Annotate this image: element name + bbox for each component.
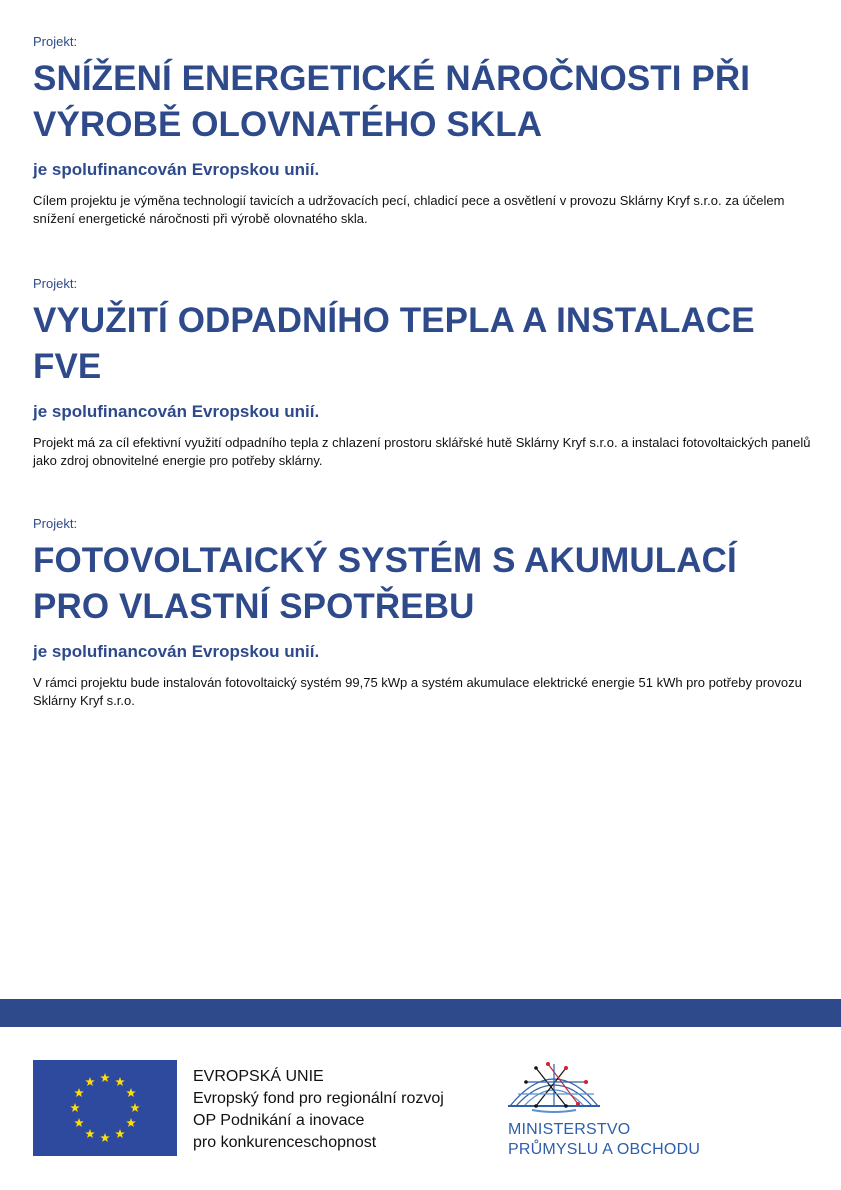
ministry-globe-icon bbox=[506, 1060, 602, 1116]
eu-line: pro konkurenceschopnost bbox=[193, 1134, 377, 1151]
eu-star bbox=[74, 1088, 84, 1097]
eu-star bbox=[85, 1129, 95, 1138]
project-title: VYUŽITÍ ODPADNÍHO TEPLA A INSTALACE FVE bbox=[33, 301, 755, 386]
project-subtitle: je spolufinancován Evropskou unií. bbox=[33, 642, 320, 661]
project-section-1 bbox=[33, 34, 813, 228]
footer-band bbox=[0, 999, 841, 1027]
project-label: Projekt: bbox=[33, 516, 78, 531]
eu-star bbox=[70, 1103, 80, 1112]
ministry-text bbox=[508, 1120, 700, 1160]
project-section-2 bbox=[33, 276, 813, 470]
eu-star bbox=[115, 1129, 125, 1138]
ministry-line: PRŮMYSLU A OBCHODU bbox=[508, 1141, 701, 1158]
project-title: FOTOVOLTAICKÝ SYSTÉM S AKUMULACÍ PRO VLASTNÍ SPOTŘEBU bbox=[33, 541, 737, 626]
project-description: V rámci projektu bude instalován fotovoltaický systém 99,75 kWp a systém akumulace elektrické energie 51 kWh pro potřeby provozu Sklárny Kryf s.r.o. bbox=[33, 675, 802, 708]
eu-star bbox=[130, 1103, 140, 1112]
eu-star bbox=[100, 1133, 110, 1142]
project-subtitle: je spolufinancován Evropskou unií. bbox=[33, 160, 320, 179]
eu-line: EVROPSKÁ UNIE bbox=[193, 1068, 324, 1085]
project-section-3 bbox=[33, 516, 813, 710]
eu-line: Evropský fond pro regionální rozvoj bbox=[193, 1090, 444, 1107]
eu-star bbox=[74, 1118, 84, 1127]
eu-flag-icon bbox=[33, 1060, 177, 1156]
project-description: Cílem projektu je výměna technologií tavicích a udržovacích pecí, chladicí pece a osvětlení v provozu Sklárny Kryf s.r.o. za účelem snížení energetické náročnosti při výrobě olovnatého skla. bbox=[33, 193, 785, 226]
eu-line: OP Podnikání a inovace bbox=[193, 1112, 365, 1129]
project-description: Projekt má za cíl efektivní využití odpadního tepla z chlazení prostoru sklářské hutě Sklárny Kryf s.r.o. a instalaci fotovoltaických panelů jako zdroj obnovitelné energie pro potřeby sklárny. bbox=[33, 435, 811, 468]
eu-star bbox=[100, 1073, 110, 1082]
eu-star bbox=[126, 1088, 136, 1097]
eu-star bbox=[126, 1118, 136, 1127]
project-subtitle: je spolufinancován Evropskou unií. bbox=[33, 402, 320, 421]
project-label: Projekt: bbox=[33, 34, 78, 49]
eu-funding-text bbox=[193, 1066, 444, 1154]
project-label: Projekt: bbox=[33, 276, 78, 291]
eu-star bbox=[115, 1077, 125, 1086]
project-title: SNÍŽENÍ ENERGETICKÉ NÁROČNOSTI PŘI VÝROBĚ OLOVNATÉHO SKLA bbox=[33, 59, 751, 144]
eu-star bbox=[85, 1077, 95, 1086]
ministry-line: MINISTERSTVO bbox=[508, 1121, 631, 1138]
